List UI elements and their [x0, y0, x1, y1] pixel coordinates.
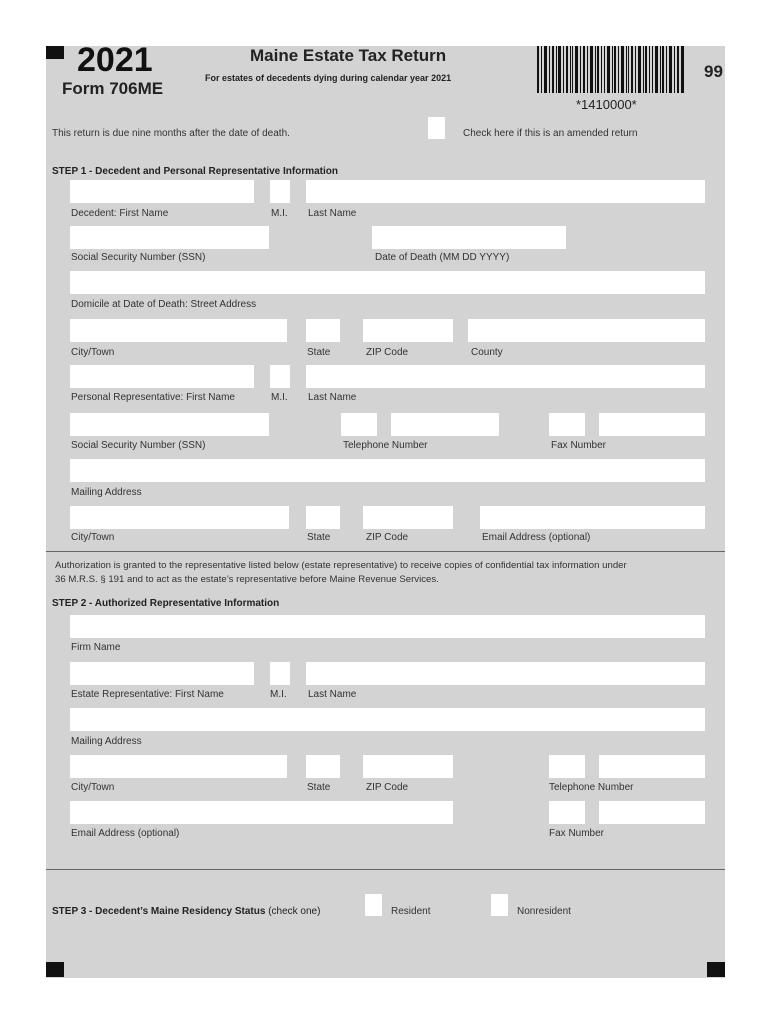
er-phone-area-field[interactable]	[549, 755, 585, 778]
er-zip-field[interactable]	[363, 755, 453, 778]
step3-title: STEP 3 - Decedent’s Maine Residency Status	[52, 906, 266, 917]
pr-fax-area-field[interactable]	[549, 413, 585, 436]
pr-zip-field[interactable]	[363, 506, 453, 529]
er-mailing-address-label: Mailing Address	[71, 736, 142, 747]
barcode-text: *1410000*	[576, 97, 637, 112]
er-first-name-label: Estate Representative: First Name	[71, 689, 224, 700]
pr-last-name-label: Last Name	[308, 392, 357, 403]
pr-phone-number-field[interactable]	[391, 413, 499, 436]
pr-telephone-label: Telephone Number	[343, 440, 428, 451]
authorization-line-2: 36 M.R.S. § 191 and to act as the estate’s representative before Maine Revenue Services.	[55, 574, 439, 585]
er-email-label: Email Address (optional)	[71, 828, 180, 839]
er-first-name-field[interactable]	[70, 662, 254, 685]
pr-email-label: Email Address (optional)	[482, 532, 591, 543]
amended-return-checkbox[interactable]	[428, 117, 445, 139]
pr-phone-area-field[interactable]	[341, 413, 377, 436]
domicile-county-label: County	[471, 347, 503, 358]
authorization-line-1: Authorization is granted to the representative listed below (estate representative) to receive copies of confidential tax information under	[55, 560, 627, 571]
domicile-state-field[interactable]	[306, 319, 340, 342]
er-fax-label: Fax Number	[549, 828, 605, 839]
firm-name-field[interactable]	[70, 615, 705, 638]
decedent-mi-field[interactable]	[270, 180, 290, 203]
decedent-first-name-field[interactable]	[70, 180, 254, 203]
er-last-name-label: Last Name	[308, 689, 357, 700]
page-code: 99	[704, 62, 723, 81]
step1-heading: STEP 1 - Decedent and Personal Representative Information	[52, 166, 339, 177]
nonresident-checkbox[interactable]	[491, 894, 508, 916]
er-fax-area-field[interactable]	[549, 801, 585, 824]
decedent-mi-label: M.I.	[271, 208, 288, 219]
amended-return-label: Check here if this is an amended return	[463, 128, 638, 139]
pr-mailing-address-field[interactable]	[70, 459, 705, 482]
date-of-death-label: Date of Death (MM DD YYYY)	[375, 252, 510, 263]
domicile-street-label: Domicile at Date of Death: Street Address	[71, 299, 257, 310]
nonresident-label: Nonresident	[517, 906, 571, 917]
decedent-ssn-label: Social Security Number (SSN)	[71, 252, 206, 263]
due-notice: This return is due nine months after the date of death.	[52, 128, 290, 139]
form-year: 2021	[77, 41, 153, 79]
domicile-city-field[interactable]	[70, 319, 287, 342]
pr-city-field[interactable]	[70, 506, 289, 529]
pr-first-name-label: Personal Representative: First Name	[71, 392, 235, 403]
er-zip-label: ZIP Code	[366, 782, 409, 793]
resident-label: Resident	[391, 906, 431, 917]
pr-state-label: State	[307, 532, 331, 543]
form-id: Form 706ME	[62, 79, 164, 98]
er-state-field[interactable]	[306, 755, 340, 778]
step3-note: (check one)	[268, 906, 321, 917]
section-divider	[46, 551, 725, 552]
domicile-county-field[interactable]	[468, 319, 705, 342]
section-divider	[46, 869, 725, 870]
pr-city-label: City/Town	[71, 532, 115, 543]
er-mailing-address-field[interactable]	[70, 708, 705, 731]
registration-mark-bottom-right	[707, 962, 725, 977]
pr-first-name-field[interactable]	[70, 365, 254, 388]
er-last-name-field[interactable]	[306, 662, 705, 685]
er-fax-number-field[interactable]	[599, 801, 705, 824]
form-subtitle: For estates of decedents dying during calendar year 2021	[205, 73, 452, 83]
form-title: Maine Estate Tax Return	[250, 46, 447, 65]
pr-mailing-address-label: Mailing Address	[71, 487, 142, 498]
er-phone-number-field[interactable]	[599, 755, 705, 778]
er-telephone-label: Telephone Number	[549, 782, 634, 793]
pr-ssn-field[interactable]	[70, 413, 269, 436]
pr-state-field[interactable]	[306, 506, 340, 529]
pr-fax-number-field[interactable]	[599, 413, 705, 436]
pr-ssn-label: Social Security Number (SSN)	[71, 440, 206, 451]
decedent-ssn-field[interactable]	[70, 226, 269, 249]
domicile-state-label: State	[307, 347, 331, 358]
pr-mi-label: M.I.	[271, 392, 288, 403]
decedent-first-name-label: Decedent: First Name	[71, 208, 169, 219]
er-city-label: City/Town	[71, 782, 115, 793]
date-of-death-field[interactable]	[372, 226, 566, 249]
barcode-image	[537, 46, 684, 93]
pr-mi-field[interactable]	[270, 365, 290, 388]
domicile-street-field[interactable]	[70, 271, 705, 294]
pr-fax-label: Fax Number	[551, 440, 607, 451]
step3-heading	[52, 906, 320, 917]
er-state-label: State	[307, 782, 331, 793]
er-mi-field[interactable]	[270, 662, 290, 685]
pr-email-field[interactable]	[480, 506, 705, 529]
er-city-field[interactable]	[70, 755, 287, 778]
registration-mark-bottom-left	[46, 962, 64, 977]
registration-mark-top-left	[46, 46, 64, 59]
er-mi-label: M.I.	[270, 689, 287, 700]
domicile-zip-label: ZIP Code	[366, 347, 409, 358]
firm-name-label: Firm Name	[71, 642, 121, 653]
decedent-last-name-field[interactable]	[306, 180, 705, 203]
resident-checkbox[interactable]	[365, 894, 382, 916]
pr-last-name-field[interactable]	[306, 365, 705, 388]
er-email-field[interactable]	[70, 801, 453, 824]
step2-heading: STEP 2 - Authorized Representative Information	[52, 598, 280, 609]
pr-zip-label: ZIP Code	[366, 532, 409, 543]
domicile-zip-field[interactable]	[363, 319, 453, 342]
decedent-last-name-label: Last Name	[308, 208, 357, 219]
domicile-city-label: City/Town	[71, 347, 115, 358]
